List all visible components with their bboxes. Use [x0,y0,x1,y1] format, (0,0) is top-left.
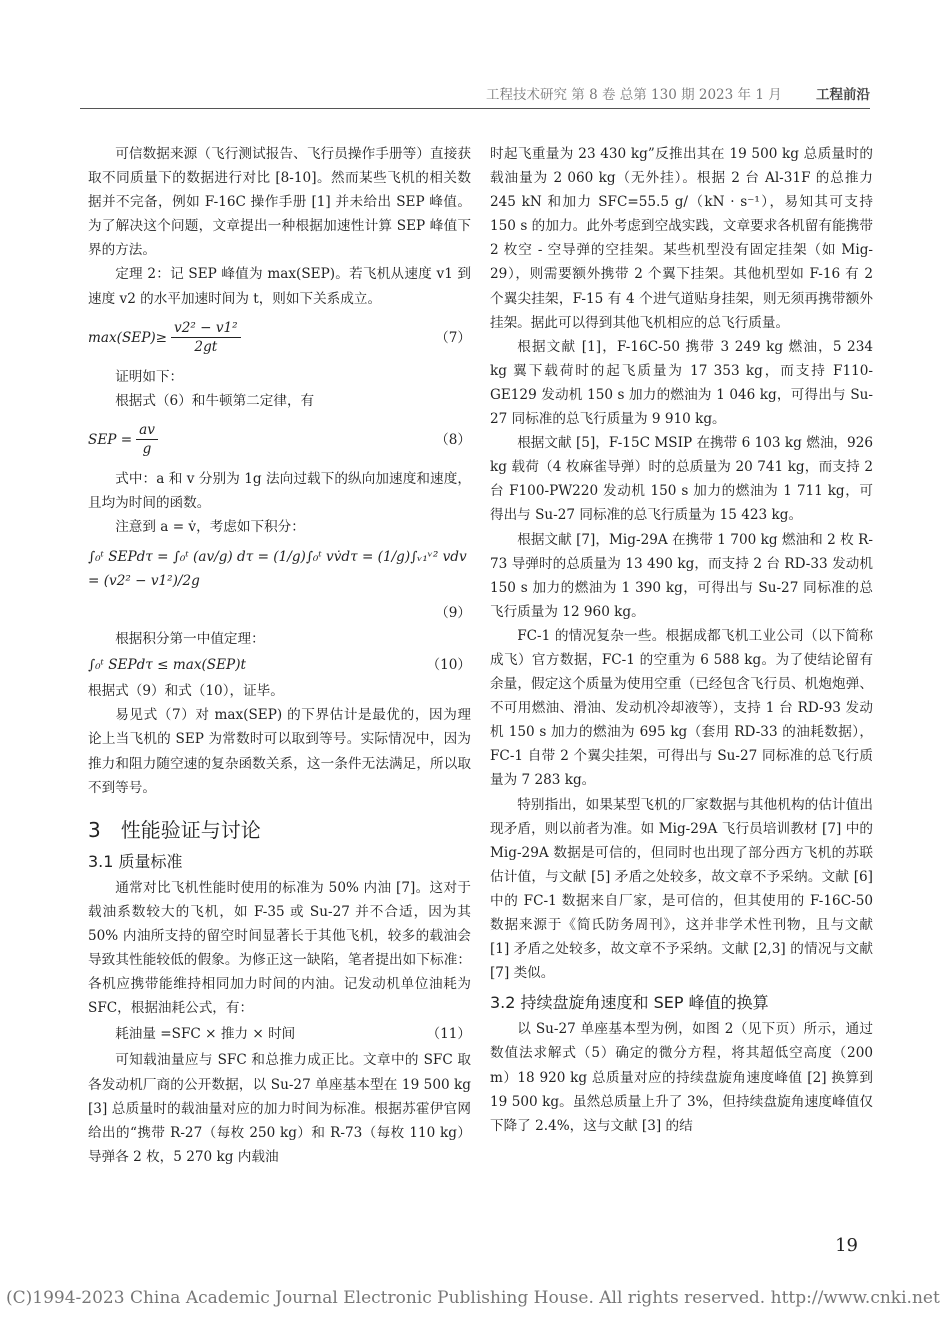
equation-9 [88,539,471,599]
paragraph: 以 Su-27 单座基本型为例，如图 2（见下页）所示，通过数值法求解式（5）确定的微分方程，将其超低空高度（200 m）18 920 kg 总质量对应的持续盘旋角速度峰值 [2] 换算到 19 500 kg。虽然总质量上升了 3%，但持续盘旋角速度峰值仅下降了 2.4%，这与文献 [3] 的结 [490,1021,873,1134]
paragraph: 注意到 a = v̇，考虑如下积分： [115,519,305,536]
theorem-2: 定理 2：记 SEP 峰值为 max(SEP)。若飞机从速度 v1 到速度 v2 的水平加速时间为 t，则如下关系成立。 [88,266,471,307]
equation-body: ∫₀ᵗ SEPdτ = ∫₀ᵗ (av/g) dτ = (1/g)∫₀ᵗ vv̇dτ = (1/g)∫ᵥ₁ᵛ² vdv = (v2² − v1²)/2g [88,549,467,590]
equation-number: （9） [435,605,471,622]
paragraph: 根据式（9）和式（10），证毕。 [88,683,284,700]
right-column [490,142,873,1138]
equation-11 [88,1020,471,1048]
numerator: v2² − v1² [171,319,241,338]
equation-body: ∫₀ᵗ SEPdτ ≤ max(SEP)t [88,657,246,674]
left-column [88,142,471,1169]
equation-9-number-row [88,599,471,627]
paragraph: FC-1 的情况复杂一些。根据成都飞机工业公司（以下简称成飞）官方数据，FC-1 的空重为 6 588 kg。为了使结论留有余量，假定这个质量为使用空重（已经包含飞行员、机炮炮弹、不可用燃油、滑油、发动机冷却液等），支持 1 台 RD-93 发动机 150 s 加力的燃油为 695 kg（套用 RD-33 的油耗数据），FC-1 自带 2 个翼尖挂架，可得出与 Su-27 同标准的总飞行质量为 7 283 kg。 [490,627,873,789]
page-number: 19 [835,1235,858,1256]
paragraph: 根据式（6）和牛顿第二定律，有 [115,392,315,409]
paragraph: 根据文献 [1]，F-16C-50 携带 3 249 kg 燃油，5 234 kg 翼下载荷时的起飞质量为 17 353 kg，而支持 F110-GE129 发动机 150 s 加力的燃油为 1 046 kg，可得出与 Su-27 同标准的总飞行质量为 9 910 kg。 [490,338,873,428]
paragraph: 根据积分第一中值定理： [115,631,265,648]
fraction [171,319,241,356]
numerator: av [136,421,158,440]
section-heading: 3 性能验证与讨论 [88,817,261,842]
equation-lhs: max(SEP)≥ [88,329,168,346]
subsection-heading: 3.1 质量标准 [88,851,183,871]
equation-number: （11） [426,1026,471,1043]
paragraph: 式中：a 和 v 分别为 1g 法向过载下的纵向加速度和速度，且均为时间的函数。 [88,470,471,511]
equation-number: （10） [426,657,471,674]
denominator: g [142,441,152,458]
paragraph: 根据文献 [5]，F-15C MSIP 在携带 6 103 kg 燃油，926 kg 载荷（4 枚麻雀导弹）时的总质量为 20 741 kg，而支持 2 台 F100-PW220 发动机 150 s 加力的燃油为 1 711 kg，可得出与 Su-27 同标准的总飞行质量为 15 423 kg。 [490,435,873,524]
equation-number: （8） [435,431,471,448]
paragraph: 可信数据来源（飞行测试报告、飞行员操作手册等）直接获取不同质量下的数据进行对比 [8-10]。然而某些飞机的相关数据并不完备，例如 F-16C 操作手册 [1] 并未给出 SEP 峰值。为了解决这个问题，文章提出一种根据加速性计算 SEP 峰值下界的方法。 [88,146,471,259]
journal-info: 工程技术研究 第 8 卷 总第 130 期 2023 年 1 月 [485,87,782,103]
copyright-footer: (C)1994-2023 China Academic Journal Electronic Publishing House. All rights reserved. http://www.cnki.net [6,1288,940,1308]
equation-body: 耗油量 =SFC × 推力 × 时间 [115,1026,296,1043]
subsection-heading: 3.2 持续盘旋角速度和 SEP 峰值的换算 [490,993,769,1013]
section-name: 工程前沿 [816,87,870,103]
paragraph: 特别指出，如果某型飞机的厂家数据与其他机构的估计值出现矛盾，则以前者为准。如 Mig-29A 飞行员培训教材 [7] 中的 Mig-29A 数据是可信的，但同时也出现了部分西方飞机的苏联估计值，与文献 [5] 矛盾之处较多，故文章不予采纳。文献 [6] 中的 FC-1 数据来自厂家，是可信的，但其使用的 F-16C-50 数据来源于《简氏防务周刊》，这并非学术性刊物，且与文献 [1] 矛盾之处较多，故文章不予采纳。文献 [2,3] 的情况与文献 [7] 类似。 [490,796,873,982]
paragraph: 通常对比飞机性能时使用的标准为 50% 内油 [7]。这对于载油系数较大的飞机，如 F-35 或 Su-27 并不合适，因为其 50% 内油所支持的留空时间显著长于其他飞机，较多的载油会导致其性能较低的假象。为修正这一缺陷，笔者提出如下标准：各机应携带能维持相同加力时间的内油。记发动机单位油耗为 SFC，根据油耗公式，有： [88,879,471,1017]
paragraph: 根据文献 [7]，Mig-29A 在携带 1 700 kg 燃油和 2 枚 R-73 导弹时的总质量为 13 490 kg，而支持 2 台 RD-33 发动机 150 s 加力的燃油为 1 390 kg，可得出与 Su-27 同标准的总飞行质量为 12 960 kg。 [490,531,873,620]
header-rule [80,108,870,109]
fraction [136,421,158,458]
equation-7 [88,311,471,365]
equation-number: （7） [435,329,471,346]
equation-8 [88,413,471,467]
paragraph: 证明如下： [115,368,184,385]
equation-lhs: SEP = [88,431,133,448]
paragraph: 时起飞重量为 23 430 kg”反推出其在 19 500 kg 总质量时的载油量为 2 060 kg（无外挂）。根据 2 台 Al-31F 的总推力 245 kN 和加力 SFC=55.5 g/（kN · s⁻¹），易知其可支持 150 s 的加力。此外考虑到空战实践，文章要求各机留有能携带 2 枚空 - 空导弹的空挂架。某些机型没有固定挂架（如 Mig-29），则需要额外携带 2 个翼下挂架。其他机型如 F-16 有 2 个翼尖挂架，F-15 有 4 个进气道贴身挂架，则无须再携带额外挂架。据此可以得到其他飞机相应的总飞行质量。 [490,146,873,331]
equation-10 [88,651,471,679]
paragraph: 可知载油量应与 SFC 和总推力成正比。文章中的 SFC 取各发动机厂商的公开数据，以 Su-27 单座基本型在 19 500 kg [3] 总质量时的载油量对应的加力时间为标准。根据苏霍伊官网给出的“携带 R-27（每枚 250 kg）和 R-73（每枚 110 kg）导弹各 2 枚，5 270 kg 内载油 [88,1052,471,1165]
running-header [80,83,870,103]
paragraph: 易见式（7）对 max(SEP) 的下界估计是最优的，因为理论上当飞机的 SEP 为常数时可以取到等号。实际情况中，因为推力和阻力随空速的复杂函数关系，这一条件无法满足，所以取不到等号。 [88,707,471,796]
denominator: 2gt [194,339,218,356]
